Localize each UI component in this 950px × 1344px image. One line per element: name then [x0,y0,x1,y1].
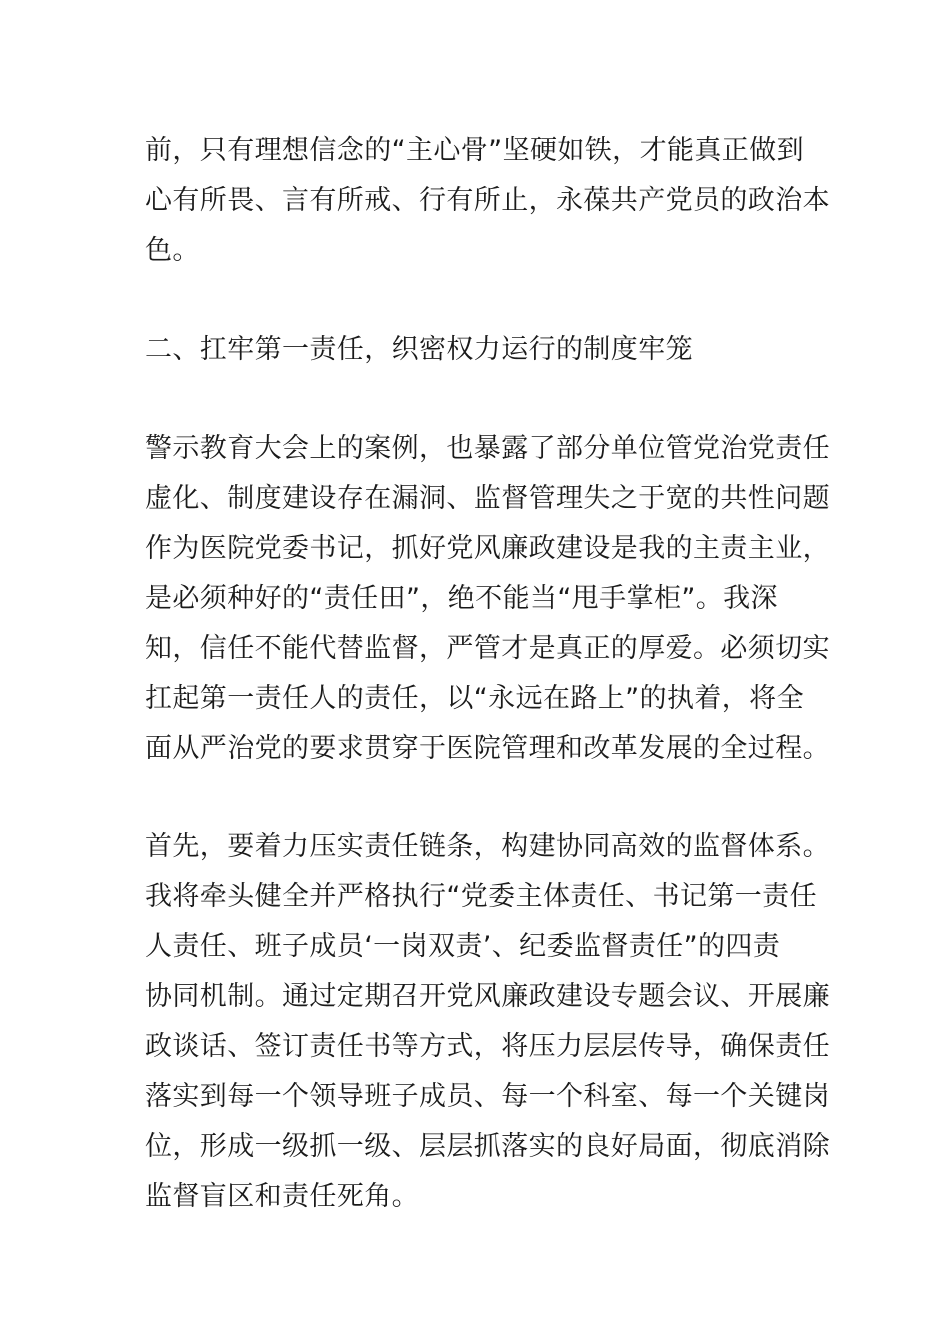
text-line: 虚化、制度建设存在漏洞、监督管理失之于宽的共性问题 [145,483,830,514]
text-line: 监督盲区和责任死角。 [145,1181,419,1212]
text-line: 落实到每一个领导班子成员、每一个科室、每一个关键岗 [145,1081,830,1112]
text-line: 面从严治党的要求贯穿于医院管理和改革发展的全过程。 [145,733,830,764]
text-line: 人责任、班子成员‘一岗双责’、纪委监督责任”的四责 [145,931,781,962]
text-line: 协同机制。通过定期召开党风廉政建设专题会议、开展廉 [145,981,830,1012]
text-line: 扛起第一责任人的责任，以“永远在路上”的执着，将全 [145,683,804,714]
paragraph-body [145,822,830,1222]
text-line: 首先，要着力压实责任链条，构建协同高效的监督体系。 [145,831,830,862]
paragraph-body [145,424,830,774]
text-line: 位，形成一级抓一级、层层抓落实的良好局面，彻底消除 [145,1131,830,1162]
text-line: 我将牵头健全并严格执行“党委主体责任、书记第一责任 [145,881,817,912]
heading-text: 二、扛牢第一责任，织密权力运行的制度牢笼 [145,334,693,365]
text-line: 政谈话、签订责任书等方式，将压力层层传导，确保责任 [145,1031,830,1062]
text-line: 心有所畏、言有所戒、行有所止，永葆共产党员的政治本 [145,185,830,216]
text-line: 色。 [145,235,200,266]
text-line: 前，只有理想信念的“主心骨”坚硬如铁，才能真正做到 [145,135,804,166]
text-line: 警示教育大会上的案例，也暴露了部分单位管党治党责任 [145,433,830,464]
text-line: 知，信任不能代替监督，严管才是真正的厚爱。必须切实 [145,633,830,664]
paragraph-continuation [145,126,830,276]
text-line: 作为医院党委书记，抓好党风廉政建设是我的主责主业， [145,533,830,564]
text-line: 是必须种好的“责任田”，绝不能当“甩手掌柜”。我深 [145,583,778,614]
section-heading [145,325,825,375]
